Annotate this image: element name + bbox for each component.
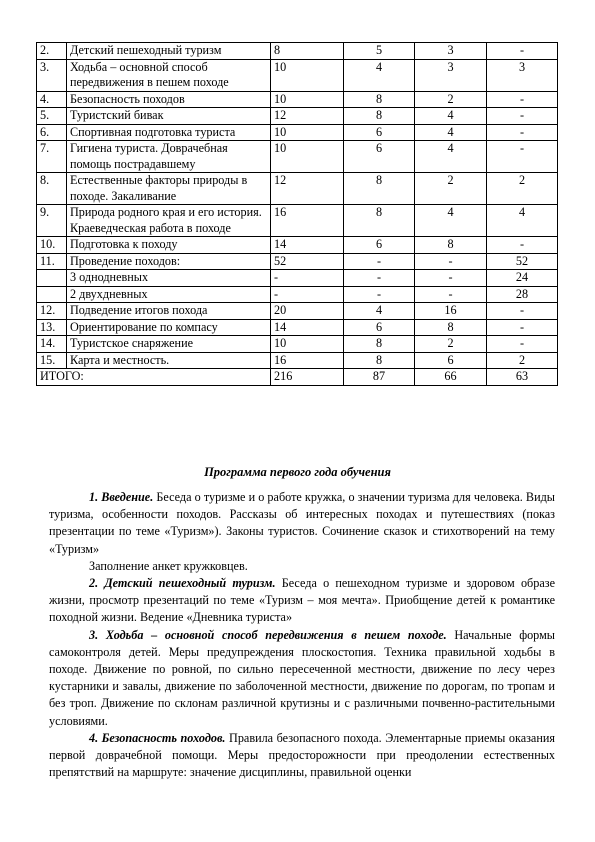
row-hours-theory: 5	[344, 43, 415, 60]
row-hours-practice: 6	[415, 352, 487, 369]
row-hours-total: 8	[271, 43, 344, 60]
table-total-row	[37, 369, 558, 386]
table-row	[37, 253, 558, 270]
section-body: Заполнение анкет кружковцев.	[89, 558, 248, 573]
total-c: 66	[415, 369, 487, 386]
table-row	[37, 336, 558, 353]
table-row	[37, 237, 558, 254]
row-topic: 3 однодневных	[67, 270, 271, 287]
section-heading: 4. Безопасность походов.	[89, 730, 226, 745]
row-hours-theory: -	[344, 253, 415, 270]
row-hours-theory: 4	[344, 59, 415, 91]
row-hours-total: 12	[271, 173, 344, 205]
program-paragraph	[49, 627, 555, 730]
row-number: 9.	[37, 205, 67, 237]
row-number: 5.	[37, 108, 67, 125]
row-hours-practice: 3	[415, 59, 487, 91]
program-paragraph	[49, 730, 555, 782]
row-hours-total: -	[271, 286, 344, 303]
row-hours-theory: 8	[344, 173, 415, 205]
table-row	[37, 124, 558, 141]
row-topic: Ходьба – основной способ передвижения в пешем походе	[67, 59, 271, 91]
row-hours-theory: 8	[344, 91, 415, 108]
row-hours-theory: 8	[344, 336, 415, 353]
row-hours-practice: 2	[415, 173, 487, 205]
row-number: 14.	[37, 336, 67, 353]
row-hours-practice: 8	[415, 319, 487, 336]
row-hours-theory: 6	[344, 141, 415, 173]
row-number	[37, 270, 67, 287]
row-hours-theory: -	[344, 270, 415, 287]
row-hours-trips: -	[487, 141, 558, 173]
row-number: 10.	[37, 237, 67, 254]
table-row	[37, 303, 558, 320]
row-hours-total: 10	[271, 336, 344, 353]
row-hours-practice: 2	[415, 91, 487, 108]
section-body: Беседа о пешеходном туризме и здоровом образе жизни, просмотр презентаций по теме «Туризм – моя мечта». Приобщение детей к романтике походной жизни. Ведение «Дневника туриста»	[49, 576, 555, 625]
row-hours-theory: 8	[344, 108, 415, 125]
total-d: 63	[487, 369, 558, 386]
section-heading: 1. Введение.	[89, 490, 154, 504]
curriculum-table-body	[37, 43, 558, 386]
row-topic: Детский пешеходный туризм	[67, 43, 271, 60]
row-hours-theory: 8	[344, 352, 415, 369]
row-hours-total: 10	[271, 59, 344, 91]
table-row	[37, 205, 558, 237]
row-topic: Гигиена туриста. Доврачебная помощь пострадавшему	[67, 141, 271, 173]
row-topic: Подведение итогов похода	[67, 303, 271, 320]
row-hours-theory: 8	[344, 205, 415, 237]
row-hours-theory: 6	[344, 319, 415, 336]
table-row	[37, 108, 558, 125]
row-topic: Спортивная подготовка туриста	[67, 124, 271, 141]
table-row	[37, 43, 558, 60]
row-hours-practice: -	[415, 286, 487, 303]
row-topic: Подготовка к походу	[67, 237, 271, 254]
row-hours-trips: 2	[487, 352, 558, 369]
row-topic: Ориентирование по компасу	[67, 319, 271, 336]
total-b: 87	[344, 369, 415, 386]
row-hours-total: 10	[271, 124, 344, 141]
section-body: Начальные формы самоконтроля детей. Меры предупреждения плоскостопия. Техника правильной ходьбы в походе. Движение по ровной, по сильно пересеченной местности, движение по лесу через кустарники и завалы, движение по заболоченной местности, движение по дорогам, по тропам и без троп. Движение по склонам различной крутизны и с различными почвенно-растительными условиями.	[49, 627, 555, 728]
row-hours-trips: -	[487, 237, 558, 254]
total-label: ИТОГО:	[37, 369, 271, 386]
row-topic: Естественные факторы природы в походе. Закаливание	[67, 173, 271, 205]
row-hours-total: 52	[271, 253, 344, 270]
row-hours-trips: -	[487, 91, 558, 108]
table-row	[37, 59, 558, 91]
row-hours-trips: -	[487, 336, 558, 353]
row-hours-trips: 24	[487, 270, 558, 287]
table-row	[37, 141, 558, 173]
row-number: 6.	[37, 124, 67, 141]
row-hours-trips: 3	[487, 59, 558, 91]
row-hours-trips: -	[487, 303, 558, 320]
row-number: 11.	[37, 253, 67, 270]
table-row	[37, 91, 558, 108]
row-number: 2.	[37, 43, 67, 60]
row-topic: 2 двухдневных	[67, 286, 271, 303]
row-hours-total: 16	[271, 205, 344, 237]
section-body: Правила безопасного похода. Элементарные приемы оказания первой доврачебной помощи. Меры предосторожности при преодолении естественных препятствий на маршруте: значение дисциплины, правильной оценки	[49, 730, 555, 780]
row-topic: Туристское снаряжение	[67, 336, 271, 353]
row-hours-theory: -	[344, 286, 415, 303]
row-hours-total: 12	[271, 108, 344, 125]
row-hours-total: 14	[271, 237, 344, 254]
program-text	[49, 489, 555, 781]
row-hours-trips: 52	[487, 253, 558, 270]
row-hours-practice: 8	[415, 237, 487, 254]
table-row	[37, 173, 558, 205]
curriculum-table	[36, 42, 558, 386]
row-number: 8.	[37, 173, 67, 205]
program-paragraph	[49, 489, 555, 558]
row-hours-trips: 2	[487, 173, 558, 205]
table-row	[37, 319, 558, 336]
row-hours-total: 10	[271, 91, 344, 108]
total-a: 216	[271, 369, 344, 386]
row-number: 12.	[37, 303, 67, 320]
row-hours-theory: 6	[344, 124, 415, 141]
row-number: 13.	[37, 319, 67, 336]
table-row	[37, 352, 558, 369]
row-number: 3.	[37, 59, 67, 91]
program-paragraph	[49, 558, 555, 575]
section-heading: 3. Ходьба – основной способ передвижения в пешем походе.	[89, 627, 447, 642]
row-hours-trips: -	[487, 43, 558, 60]
row-hours-trips: 28	[487, 286, 558, 303]
row-hours-practice: 2	[415, 336, 487, 353]
row-topic: Проведение походов:	[67, 253, 271, 270]
row-number	[37, 286, 67, 303]
row-hours-trips: -	[487, 108, 558, 125]
row-hours-trips: -	[487, 319, 558, 336]
row-number: 7.	[37, 141, 67, 173]
row-hours-total: 16	[271, 352, 344, 369]
row-number: 15.	[37, 352, 67, 369]
table-row	[37, 286, 558, 303]
row-hours-practice: 4	[415, 141, 487, 173]
row-hours-theory: 6	[344, 237, 415, 254]
row-hours-total: 10	[271, 141, 344, 173]
row-hours-total: -	[271, 270, 344, 287]
program-paragraph	[49, 575, 555, 627]
row-hours-practice: 4	[415, 124, 487, 141]
row-hours-trips: 4	[487, 205, 558, 237]
row-hours-practice: 3	[415, 43, 487, 60]
section-body: Беседа о туризме и о работе кружка, о значении туризма для человека. Виды туризма, особенности походов. Рассказы об интересных походах и путешествиях (показ презентации по теме «Туризм»). Законы туристов. Сочинение сказок и стихотворений на тему «Туризм»	[49, 490, 555, 556]
row-hours-practice: -	[415, 253, 487, 270]
row-hours-practice: 4	[415, 108, 487, 125]
row-number: 4.	[37, 91, 67, 108]
row-hours-total: 20	[271, 303, 344, 320]
row-topic: Безопасность походов	[67, 91, 271, 108]
row-hours-practice: 4	[415, 205, 487, 237]
row-hours-total: 14	[271, 319, 344, 336]
row-topic: Природа родного края и его история. Краеведческая работа в походе	[67, 205, 271, 237]
row-topic: Туристский бивак	[67, 108, 271, 125]
section-heading: 2. Детский пешеходный туризм.	[89, 576, 276, 591]
row-hours-practice: 16	[415, 303, 487, 320]
program-title: Программа первого года обучения	[204, 465, 391, 479]
row-hours-practice: -	[415, 270, 487, 287]
row-hours-theory: 4	[344, 303, 415, 320]
row-topic: Карта и местность.	[67, 352, 271, 369]
row-hours-trips: -	[487, 124, 558, 141]
table-row	[37, 270, 558, 287]
